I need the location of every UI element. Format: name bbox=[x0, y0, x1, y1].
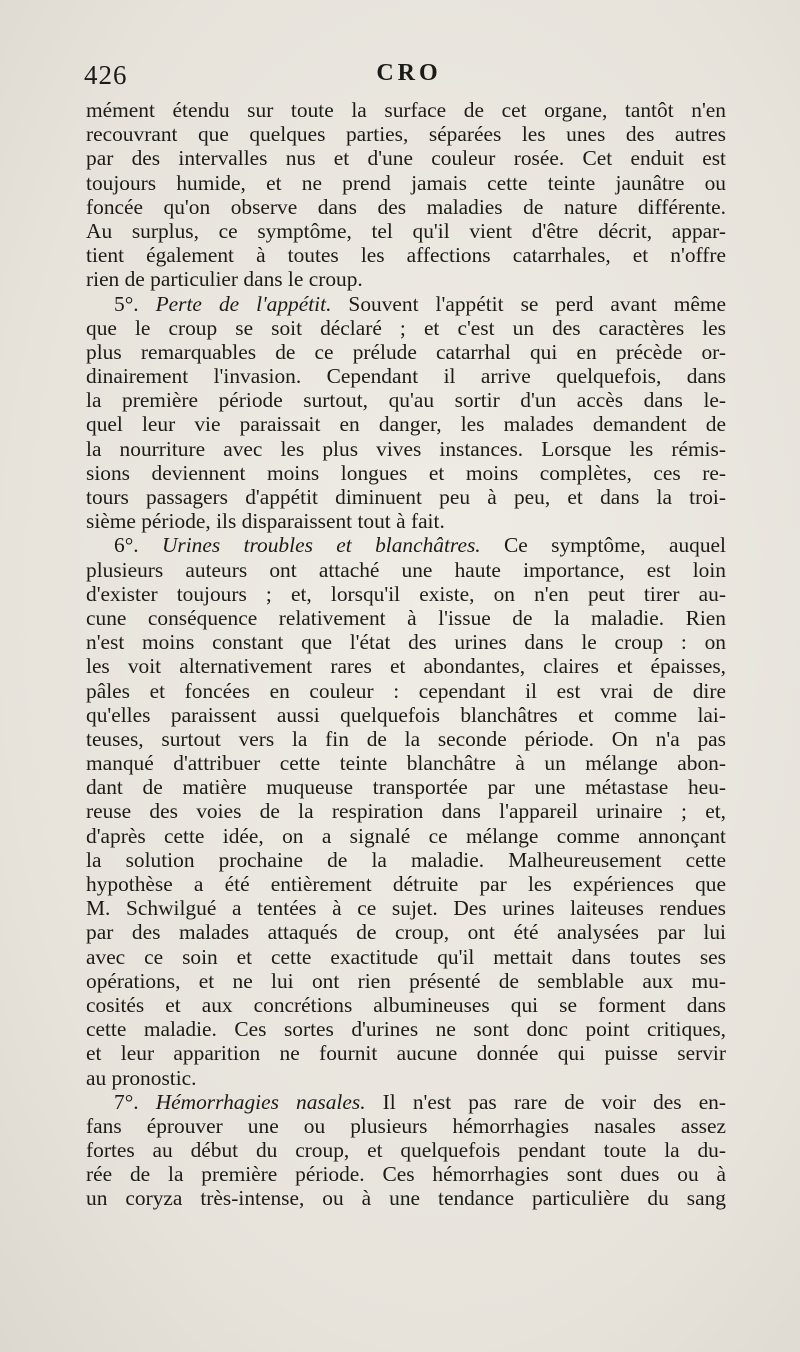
text-line bbox=[86, 945, 726, 969]
italic-heading: Urines troubles et blanchâtres. bbox=[161, 533, 481, 558]
text-line bbox=[86, 195, 726, 219]
text-segment: mément étendu sur toute la surface de cet organe, tantôt n'en bbox=[86, 98, 726, 122]
text-segment: 7°. bbox=[114, 1089, 156, 1114]
text-segment: Au surplus, ce symptôme, tel qu'il vient d'être décrit, appar- bbox=[86, 218, 726, 243]
text-line bbox=[86, 1066, 726, 1090]
text-segment: Il n'est pas rare de voir des en- bbox=[365, 1089, 727, 1114]
text-segment: fans éprouver une ou plusieurs hémorrhagies nasales assez bbox=[86, 1113, 726, 1138]
text-line bbox=[86, 630, 726, 654]
italic-heading: Perte de l'appétit. bbox=[155, 291, 332, 316]
text-line bbox=[86, 340, 726, 364]
text-line bbox=[86, 1186, 726, 1210]
page-header bbox=[84, 60, 734, 94]
text-segment: tient également à toutes les affections catarrhales, et n'offre bbox=[86, 243, 726, 268]
text-line bbox=[86, 703, 726, 727]
text-line bbox=[86, 751, 726, 775]
text-segment: au pronostic. bbox=[86, 1065, 197, 1090]
text-line bbox=[86, 461, 726, 485]
text-line bbox=[86, 1017, 726, 1041]
text-segment: sième période, ils disparaissent tout à fait. bbox=[86, 509, 445, 534]
text-segment: cosités et aux concrétions albumineuses qui se forment dans bbox=[86, 992, 726, 1017]
text-segment: teuses, surtout vers la fin de la seconde période. On n'a pas bbox=[86, 726, 726, 751]
text-line bbox=[86, 848, 726, 872]
text-segment: que le croup se soit déclaré ; et c'est un des caractères les bbox=[86, 315, 726, 340]
text-line bbox=[86, 582, 726, 606]
text-line bbox=[86, 122, 726, 146]
text-segment: plusieurs auteurs ont attaché une haute importance, est loin bbox=[86, 557, 726, 582]
text-segment: plus remarquables de ce prélude catarrhal qui en précède or- bbox=[86, 339, 726, 364]
text-segment: fortes au début du croup, et quelquefois pendant toute la du- bbox=[86, 1138, 726, 1163]
italic-heading: Hémorrhagies nasales. bbox=[155, 1089, 366, 1114]
text-line bbox=[86, 1114, 726, 1138]
page-number: 426 bbox=[84, 60, 128, 90]
text-segment: hypothèse a été entièrement détruite par les expériences que bbox=[86, 872, 726, 896]
text-line bbox=[86, 679, 726, 703]
text-line bbox=[86, 292, 726, 316]
text-segment: opérations, et ne lui ont rien présenté de semblable aux mu- bbox=[86, 968, 726, 993]
text-line bbox=[86, 243, 726, 267]
text-segment: dant de matière muqueuse transportée par une métastase heu- bbox=[86, 775, 726, 800]
text-segment: un coryza très-intense, ou à une tendance particulière du sang bbox=[86, 1186, 726, 1211]
text-segment: qu'elles paraissent aussi quelquefois blanchâtres et comme lai- bbox=[86, 702, 726, 727]
text-line bbox=[86, 316, 726, 340]
text-segment: Ce symptôme, auquel bbox=[480, 533, 726, 558]
text-line bbox=[86, 969, 726, 993]
text-line bbox=[86, 993, 726, 1017]
text-segment: avec ce soin et cette exactitude qu'il mettait dans toutes ses bbox=[86, 944, 726, 969]
text-segment: recouvrant que quelques parties, séparées les unes des autres bbox=[86, 122, 726, 147]
text-line bbox=[86, 146, 726, 170]
text-line bbox=[86, 920, 726, 944]
text-segment: tours passagers d'appétit diminuent peu à peu, et dans la troi- bbox=[86, 485, 726, 509]
text-segment: Souvent l'appétit se perd avant même bbox=[331, 291, 726, 316]
text-line bbox=[86, 727, 726, 751]
text-line bbox=[86, 388, 726, 412]
text-segment: pâles et foncées en couleur : cependant il est vrai de dire bbox=[86, 678, 726, 703]
text-line bbox=[86, 775, 726, 799]
body-text bbox=[86, 98, 726, 1211]
text-line bbox=[86, 1041, 726, 1065]
text-segment: quel leur vie paraissait en danger, les malades demandent de bbox=[86, 412, 726, 437]
text-segment: n'est moins constant que l'état des urines dans le croup : on bbox=[86, 630, 726, 655]
text-segment: la solution prochaine de la maladie. Malheureusement cette bbox=[86, 847, 726, 872]
text-line bbox=[86, 533, 726, 557]
text-line bbox=[86, 872, 726, 896]
text-segment: rée de la première période. Ces hémorrhagies sont dues ou à bbox=[86, 1162, 726, 1187]
text-segment: et leur apparition ne fournit aucune donnée qui puisse servir bbox=[86, 1041, 726, 1066]
text-line bbox=[86, 558, 726, 582]
text-segment: cette maladie. Ces sortes d'urines ne sont donc point critiques, bbox=[86, 1017, 726, 1042]
text-line bbox=[86, 437, 726, 461]
text-line bbox=[86, 98, 726, 122]
text-line bbox=[86, 1138, 726, 1162]
text-segment: 5°. bbox=[114, 291, 156, 316]
text-segment: sions deviennent moins longues et moins complètes, ces re- bbox=[86, 460, 726, 485]
text-segment: toujours humide, et ne prend jamais cette teinte jaunâtre ou bbox=[86, 170, 726, 195]
text-line bbox=[86, 219, 726, 243]
text-segment: d'après cette idée, on a signalé ce mélange comme annonçant bbox=[86, 823, 726, 848]
text-segment: par des intervalles nus et d'une couleur rosée. Cet enduit est bbox=[86, 146, 726, 171]
text-segment: 6°. bbox=[114, 533, 162, 558]
text-line bbox=[86, 364, 726, 388]
text-line bbox=[86, 654, 726, 678]
text-segment: dinairement l'invasion. Cependant il arrive quelquefois, dans bbox=[86, 364, 726, 389]
text-line bbox=[86, 1090, 726, 1114]
text-line bbox=[86, 509, 726, 533]
text-line bbox=[86, 606, 726, 630]
text-segment: reuse des voies de la respiration dans l'appareil urinaire ; et, bbox=[86, 799, 726, 824]
text-segment: cune conséquence relativement à l'issue de la maladie. Rien bbox=[86, 605, 726, 630]
running-head: CRO bbox=[376, 60, 442, 86]
text-segment: la nourriture avec les plus vives instances. Lorsque les rémis- bbox=[86, 436, 726, 461]
text-line bbox=[86, 267, 726, 291]
text-line bbox=[86, 799, 726, 823]
text-segment: d'exister toujours ; et, lorsqu'il existe, on n'en peut tirer au- bbox=[86, 581, 726, 606]
text-segment: M. Schwilgué a tentées à ce sujet. Des urines laiteuses rendues bbox=[86, 896, 726, 921]
text-line bbox=[86, 171, 726, 195]
text-line bbox=[86, 896, 726, 920]
text-line bbox=[86, 412, 726, 436]
text-line bbox=[86, 1162, 726, 1186]
text-segment: rien de particulier dans le croup. bbox=[86, 267, 363, 292]
text-segment: par des malades attaqués de croup, ont été analysées par lui bbox=[86, 920, 726, 945]
text-segment: foncée qu'on observe dans des maladies de nature différente. bbox=[86, 194, 726, 219]
text-segment: manqué d'attribuer cette teinte blanchâtre à un mélange abon- bbox=[86, 751, 726, 776]
text-line bbox=[86, 824, 726, 848]
text-line bbox=[86, 485, 726, 509]
text-segment: la première période surtout, qu'au sortir d'un accès dans le- bbox=[86, 388, 726, 413]
text-segment: les voit alternativement rares et abondantes, claires et épaisses, bbox=[86, 654, 726, 679]
